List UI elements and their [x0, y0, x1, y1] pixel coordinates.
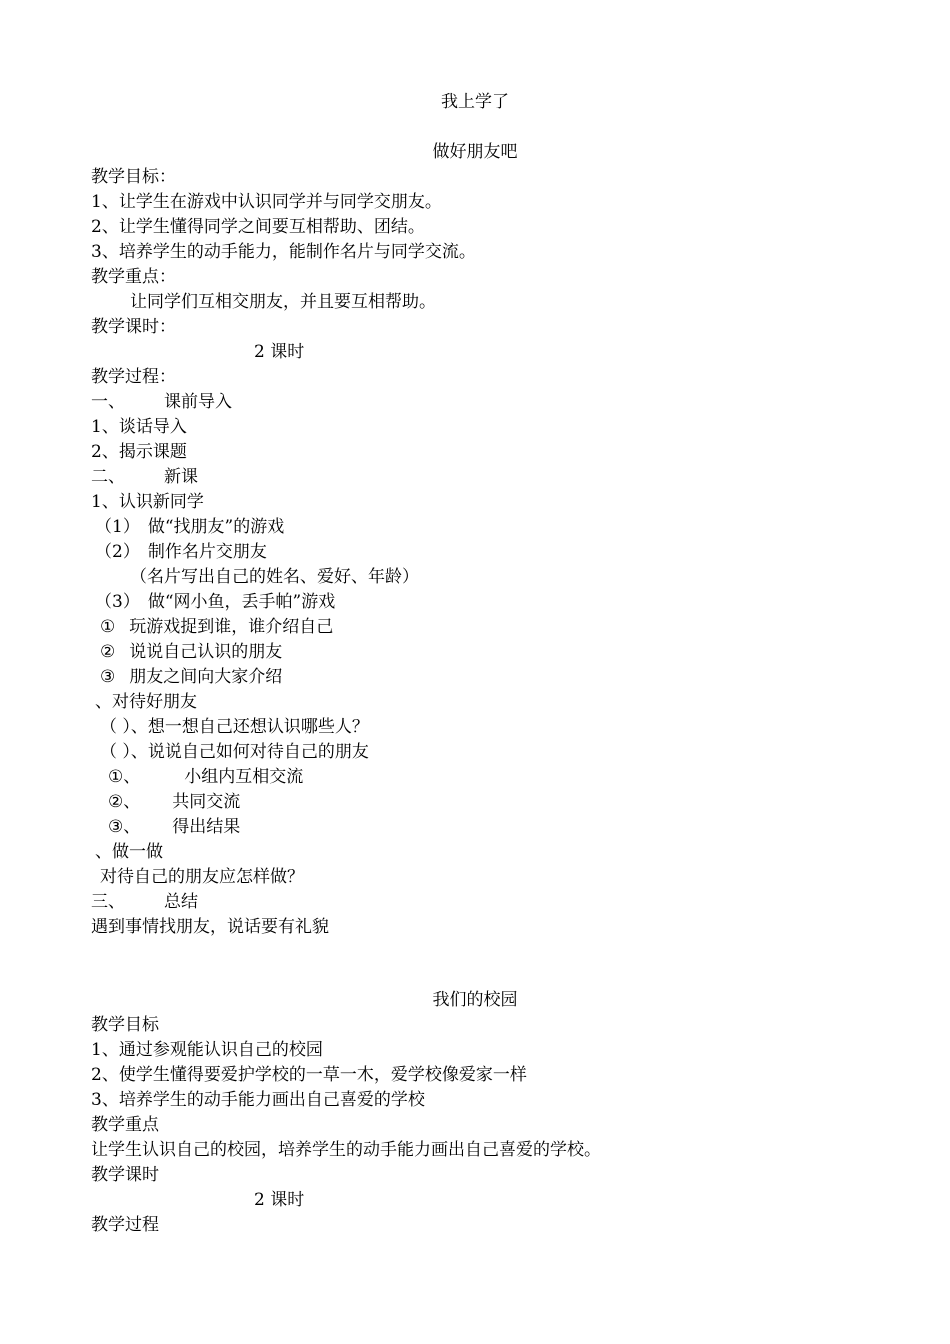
sub-item-text: 做“找朋友”的游戏 — [147, 517, 285, 537]
objective-item: 3、培养学生的动手能力画出自己喜爱的学校 — [91, 1090, 425, 1110]
sub-item-note: （名片写出自己的姓名、爱好、年龄） — [130, 567, 419, 587]
sub-item-text: 制作名片交朋友 — [147, 542, 267, 562]
sub-item-text: 做“网小鱼，丢手帕”游戏 — [147, 592, 336, 612]
objective-item: 2、让学生懂得同学之间要互相帮助、团结。 — [91, 217, 425, 237]
list-item: 1、认识新同学 — [91, 492, 204, 512]
section-title: 总结 — [164, 892, 198, 912]
lesson-title: 我们的校园 — [432, 990, 518, 1010]
circled-number: ② — [100, 642, 116, 662]
circled-item — [100, 665, 282, 690]
objective-item: 1、通过参观能认识自己的校园 — [91, 1040, 323, 1060]
sub-item — [95, 540, 267, 565]
process-heading: 教学过程： — [91, 367, 176, 387]
summary-text: 遇到事情找朋友，说话要有礼貌 — [91, 917, 329, 937]
objectives-heading: 教学目标 — [91, 1015, 159, 1035]
discussion-item — [108, 815, 240, 840]
section-title: 新课 — [164, 467, 198, 487]
circled-text: 朋友之间向大家介绍 — [129, 667, 283, 687]
circled-number: ① — [100, 617, 116, 637]
key-point: 让同学们互相交朋友，并且要互相帮助。 — [130, 292, 436, 312]
discussion-item — [108, 765, 303, 790]
hours-value: 2 课时 — [254, 1190, 305, 1210]
objective-item: 1、让学生在游戏中认识同学并与同学交朋友。 — [91, 192, 442, 212]
key-point: 让学生认识自己的校园，培养学生的动手能力画出自己喜爱的学校。 — [91, 1140, 601, 1160]
treat-heading: 、对待好朋友 — [95, 692, 197, 712]
unit-title: 我上学了 — [441, 92, 509, 112]
sub-item-number: （2） — [95, 542, 140, 562]
circled-text: 玩游戏捉到谁，谁介绍自己 — [129, 617, 334, 637]
discussion-number: ②、 — [108, 792, 141, 812]
discussion-item — [108, 790, 240, 815]
section-number: 一、 — [91, 392, 125, 412]
list-item: 2、揭示课题 — [91, 442, 187, 462]
circled-text: 说说自己认识的朋友 — [129, 642, 283, 662]
section-number: 二、 — [91, 467, 125, 487]
do-question: 对待自己的朋友应怎样做？ — [100, 867, 304, 887]
objective-item: 3、培养学生的动手能力，能制作名片与同学交流。 — [91, 242, 476, 262]
hours-value: 2 课时 — [254, 342, 305, 362]
objective-item: 2、使学生懂得要爱护学校的一草一木，爱学校像爱家一样 — [91, 1065, 527, 1085]
discussion-text: 得出结果 — [172, 817, 241, 837]
discussion-number: ①、 — [108, 767, 141, 787]
sub-item — [95, 515, 284, 540]
section-title: 课前导入 — [164, 392, 232, 412]
objectives-heading: 教学目标： — [91, 167, 176, 187]
sub-item — [95, 590, 335, 615]
treat-item: （ ）、想一想自己还想认识哪些人？ — [100, 717, 369, 737]
key-heading: 教学重点： — [91, 267, 176, 287]
hours-heading: 教学课时： — [91, 317, 176, 337]
section-number: 三、 — [91, 892, 125, 912]
discussion-text: 共同交流 — [172, 792, 241, 812]
sub-item-number: （1） — [95, 517, 140, 537]
process-heading: 教学过程 — [91, 1215, 159, 1235]
circled-item — [100, 640, 282, 665]
discussion-number: ③、 — [108, 817, 141, 837]
circled-number: ③ — [100, 667, 116, 687]
section-heading — [91, 890, 198, 915]
treat-item: （ ）、说说自己如何对待自己的朋友 — [100, 742, 369, 762]
section-heading — [91, 465, 198, 490]
circled-item — [100, 615, 333, 640]
do-heading: 、做一做 — [95, 842, 163, 862]
list-item: 1、谈话导入 — [91, 417, 187, 437]
hours-heading: 教学课时 — [91, 1165, 159, 1185]
key-heading: 教学重点 — [91, 1115, 159, 1135]
discussion-text: 小组内互相交流 — [184, 767, 304, 787]
lesson-title: 做好朋友吧 — [432, 142, 518, 162]
section-heading — [91, 390, 232, 415]
sub-item-number: （3） — [95, 592, 140, 612]
